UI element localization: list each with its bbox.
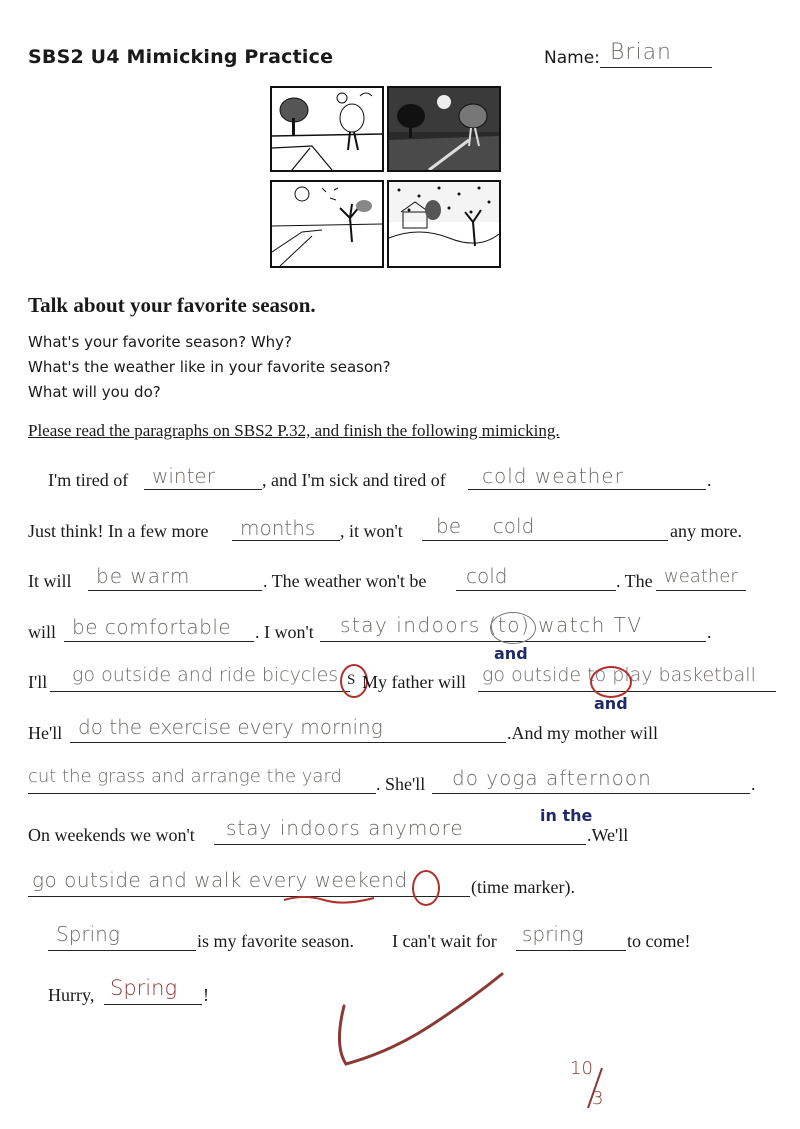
name-value: Brian	[610, 40, 672, 65]
line4-answer2: stay indoors (to) watch TV	[340, 613, 643, 637]
line11-answer1: Spring	[110, 976, 178, 1000]
line11-text1: Hurry,	[48, 985, 95, 1005]
line5-correction1: and	[494, 644, 528, 663]
line2-text2: , it won't	[340, 521, 403, 541]
line7-blank1	[28, 793, 376, 794]
line2-blank2	[422, 540, 668, 541]
line3-blank1	[88, 590, 262, 591]
line4-text3: .	[707, 622, 712, 642]
line6-blank1	[70, 742, 506, 743]
line3-text2: . The weather won't be	[263, 571, 427, 591]
line6-text1: He'll	[28, 723, 63, 743]
line7-text2: .	[751, 774, 756, 794]
line10-blank1	[48, 950, 196, 951]
line6-text2: .And my mother will	[507, 723, 658, 743]
line2-blank1	[232, 540, 340, 541]
line10-blank2	[516, 950, 626, 951]
line9-blank1	[28, 896, 470, 897]
line5-answer1: go outside and ride bicycles	[72, 664, 339, 686]
line5-text2: My father will	[362, 672, 466, 692]
name-label: Name:	[544, 48, 600, 68]
line1-answer1: winter	[152, 464, 215, 488]
line5-answer2: go outside to play basketball	[482, 664, 756, 686]
spring-picture	[270, 180, 384, 268]
grade-score-top: 10	[570, 1058, 593, 1079]
question-1: What's your favorite season? Why?	[28, 333, 292, 351]
question-3: What will you do?	[28, 383, 161, 401]
grade-score-bottom: 3	[592, 1088, 604, 1109]
line8-answer1: stay indoors anymore	[226, 816, 464, 840]
line8-text1: On weekends we won't	[28, 825, 195, 845]
line1-text1: I'm tired of	[48, 470, 129, 490]
check-mark-icon	[330, 966, 520, 1076]
question-2: What's the weather like in your favorite season?	[28, 358, 391, 376]
line9-answer1: go outside and walk every weekend	[32, 868, 408, 892]
line7-answer1: cut the grass and arrange the yard	[28, 766, 342, 787]
line10-text1: is my favorite season.	[197, 931, 354, 951]
line3-answer2: cold	[466, 564, 508, 588]
line10-answer2: spring	[522, 922, 584, 946]
line11-text2: !	[203, 985, 209, 1005]
line7-answer2: do yoga afternoon	[452, 766, 652, 790]
line10-text2: I can't wait for	[392, 931, 497, 951]
line3-blank2	[456, 590, 616, 591]
line2-answer2: be cold	[436, 514, 535, 538]
line6-answer1: do the exercise every morning	[78, 715, 383, 739]
line7-text1: . She'll	[376, 774, 426, 794]
weekend-circle-mark	[412, 870, 440, 906]
line5-mark: S	[347, 672, 356, 688]
line4-text1: will	[28, 622, 57, 642]
autumn-picture	[387, 86, 501, 172]
line5-text1: I'll	[28, 672, 48, 692]
line1-blank1	[144, 489, 262, 490]
line4-text2: . I won't	[255, 622, 314, 642]
line7-correction: in the	[540, 806, 593, 825]
line3-blank3	[656, 590, 746, 591]
line10-answer1: Spring	[56, 922, 120, 946]
line11-blank1	[104, 1004, 202, 1005]
line5-blank1	[50, 691, 350, 692]
prompt-heading: Talk about your favorite season.	[28, 293, 316, 317]
line1-answer2: cold weather	[482, 464, 624, 488]
name-blank	[600, 67, 712, 68]
line1-blank2	[468, 489, 706, 490]
line3-text1: It will	[28, 571, 72, 591]
line2-text1: Just think! In a few more	[28, 521, 209, 541]
winter-picture	[387, 180, 501, 268]
line7-blank2	[432, 793, 750, 794]
line1-text2: , and I'm sick and tired of	[262, 470, 446, 490]
line9-text1: (time marker).	[471, 877, 575, 897]
line10-text3: to come!	[627, 931, 691, 951]
line5-correction2: and	[594, 694, 628, 713]
line8-text2: .We'll	[587, 825, 629, 845]
line2-text3: any more.	[670, 521, 742, 541]
worksheet-title: SBS2 U4 Mimicking Practice	[28, 46, 334, 68]
line3-text3: . The	[616, 571, 653, 591]
line8-blank1	[214, 844, 586, 845]
line4-answer1: be comfortable	[72, 615, 232, 639]
correction-underline	[280, 892, 380, 912]
summer-picture	[270, 86, 384, 172]
line3-answer3: weather	[664, 566, 738, 587]
line1-text3: .	[707, 470, 712, 490]
line4-blank1	[64, 641, 254, 642]
to-circle-mark	[490, 612, 536, 644]
line3-answer1: be warm	[96, 564, 191, 588]
line2-answer1: months	[240, 516, 316, 540]
instruction: Please read the paragraphs on SBS2 P.32, and finish the following mimicking.	[28, 421, 560, 440]
